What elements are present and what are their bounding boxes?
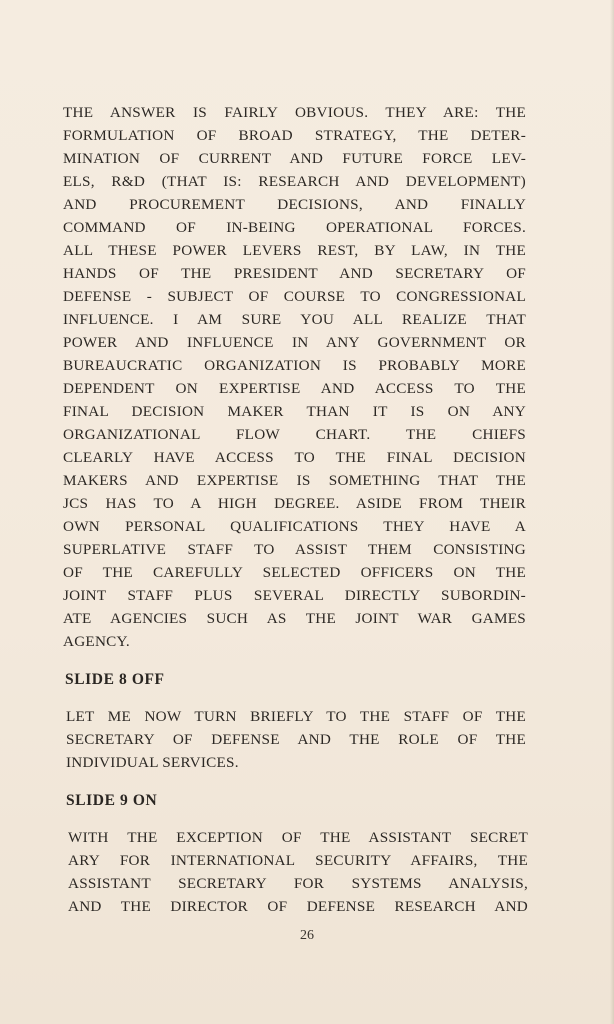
text-line: HANDS OF THE PRESIDENT AND SECRETARY OF: [63, 265, 526, 282]
text-line: JCS HAS TO A HIGH DEGREE. ASIDE FROM THEIR: [63, 495, 526, 512]
text-line: MINATION OF CURRENT AND FUTURE FORCE LEV-: [63, 150, 526, 167]
text-line: THE ANSWER IS FAIRLY OBVIOUS. THEY ARE: THE: [63, 104, 526, 121]
text-line: JOINT STAFF PLUS SEVERAL DIRECTLY SUBORDIN-: [63, 587, 526, 604]
body-paragraph-3: [68, 826, 528, 918]
text-line: LET ME NOW TURN BRIEFLY TO THE STAFF OF THE: [66, 708, 526, 725]
text-line: INDIVIDUAL SERVICES.: [66, 754, 239, 771]
text-line: AGENCY.: [63, 633, 130, 650]
text-line: SECRETARY OF DEFENSE AND THE ROLE OF THE: [66, 731, 526, 748]
body-paragraph-1: [63, 101, 526, 653]
slide-heading: SLIDE 8 OFF: [65, 671, 165, 688]
text-line: OF THE CAREFULLY SELECTED OFFICERS ON THE: [63, 564, 526, 581]
text-line: WITH THE EXCEPTION OF THE ASSISTANT SECRET: [68, 829, 528, 846]
page-edge-shadow: [610, 0, 614, 1024]
text-line: ELS, R&D (THAT IS: RESEARCH AND DEVELOPMENT): [63, 173, 526, 190]
text-line: SUPERLATIVE STAFF TO ASSIST THEM CONSISTING: [63, 541, 526, 558]
text-line: CLEARLY HAVE ACCESS TO THE FINAL DECISION: [63, 449, 526, 466]
text-line: ATE AGENCIES SUCH AS THE JOINT WAR GAMES: [63, 610, 526, 627]
text-line: ARY FOR INTERNATIONAL SECURITY AFFAIRS, THE: [68, 852, 528, 869]
text-line: COMMAND OF IN-BEING OPERATIONAL FORCES.: [63, 219, 526, 236]
text-line: FORMULATION OF BROAD STRATEGY, THE DETER-: [63, 127, 526, 144]
text-line: BUREAUCRATIC ORGANIZATION IS PROBABLY MORE: [63, 357, 526, 374]
body-paragraph-2: [66, 705, 526, 774]
text-line: INFLUENCE. I AM SURE YOU ALL REALIZE THAT: [63, 311, 526, 328]
text-line: DEPENDENT ON EXPERTISE AND ACCESS TO THE: [63, 380, 526, 397]
text-line: AND PROCUREMENT DECISIONS, AND FINALLY: [63, 196, 526, 213]
text-line: ALL THESE POWER LEVERS REST, BY LAW, IN THE: [63, 242, 526, 259]
page-number: 26: [300, 928, 314, 943]
text-line: FINAL DECISION MAKER THAN IT IS ON ANY: [63, 403, 526, 420]
text-line: ORGANIZATIONAL FLOW CHART. THE CHIEFS: [63, 426, 526, 443]
text-line: POWER AND INFLUENCE IN ANY GOVERNMENT OR: [63, 334, 526, 351]
text-line: DEFENSE - SUBJECT OF COURSE TO CONGRESSIONAL: [63, 288, 526, 305]
text-line: ASSISTANT SECRETARY FOR SYSTEMS ANALYSIS,: [68, 875, 528, 892]
text-line: AND THE DIRECTOR OF DEFENSE RESEARCH AND: [68, 898, 528, 915]
text-line: MAKERS AND EXPERTISE IS SOMETHING THAT THE: [63, 472, 526, 489]
text-line: OWN PERSONAL QUALIFICATIONS THEY HAVE A: [63, 518, 526, 535]
slide-heading: SLIDE 9 ON: [66, 792, 158, 809]
